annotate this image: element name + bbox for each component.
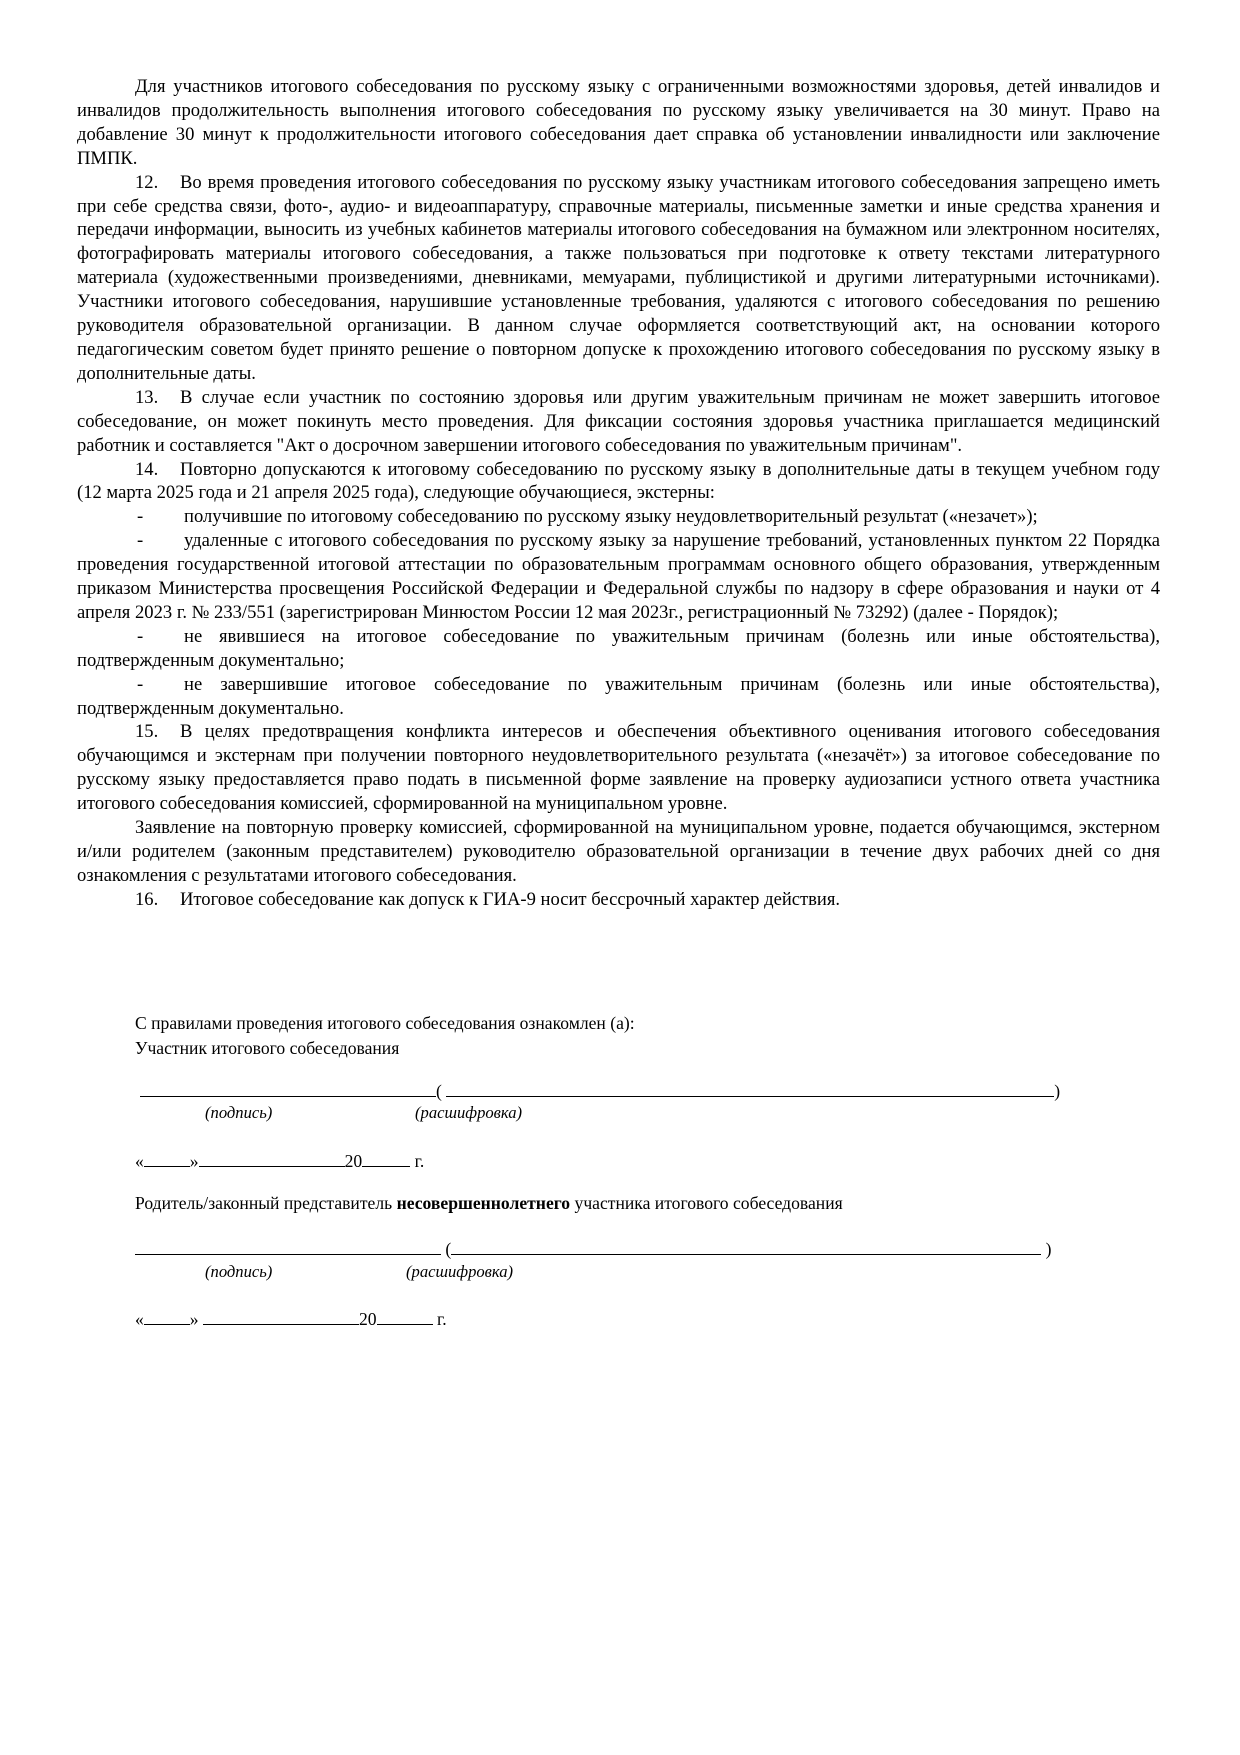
paragraph-text: Итоговое собеседование как допуск к ГИА-9 носит бессрочный характер действия. [180,888,841,910]
caption-decode: (расшифровка) [415,1103,523,1122]
list-item [77,529,1160,625]
list-item-text: получившие по итоговому собеседованию по русскому языку неудовлетворительный результат («незачет»); [184,506,1038,528]
parent-label-end: участника итогового собеседования [574,1193,843,1213]
parent-signature-line [135,1236,1052,1260]
dash-bullet: - [137,625,144,647]
month-field[interactable] [199,1148,345,1167]
participant-decode-field[interactable] [446,1078,1054,1097]
paragraph-14 [77,458,1160,506]
year-field[interactable] [377,1306,433,1325]
participant-signature-line [140,1078,1060,1102]
day-field[interactable] [144,1148,190,1167]
list-item-text: не явившиеся на итоговое собеседование по уважительным причинам (болезнь или иные обстоятельства), подтвержденным документально; [77,625,1160,671]
quote-close: » [189,1151,199,1171]
paragraph-text: Заявление на повторную проверку комиссией, сформированной на муниципальном уровне, подается обучающимся, экстерном и/или родителем (законным представителем) руководителю образовательной организации в течение двух рабочих дней со дня ознакомления с результатами итогового собеседования. [77,817,1160,886]
year-prefix: 20 [359,1309,377,1329]
paragraph-number: 14. [135,458,159,480]
list-item [77,625,1160,673]
paragraph-number: 13. [135,386,159,408]
paragraph-16 [77,888,1160,912]
paragraph-text: В целях предотвращения конфликта интересов и обеспечения объективного оценивания итогового собеседования обучающимся и экстернам при получении повторного неудовлетворительного результата («незачёт») за итоговое собеседование по русскому языку предоставляется право подать в письменной форме заявление на проверку аудиозаписи устного ответа участника итогового собеседования комиссией, сформированной на муниципальном уровне. [77,721,1160,815]
year-suffix: г. [414,1151,425,1171]
year-field[interactable] [362,1148,410,1167]
parent-decode-field[interactable] [451,1236,1041,1255]
dash-bullet: - [137,673,144,695]
list-item [77,505,1160,529]
month-field[interactable] [203,1306,359,1325]
quote-open: « [135,1151,144,1171]
close-paren: ) [1045,1239,1052,1259]
parent-label-start: Родитель/законный представитель [135,1193,393,1213]
paragraph-13 [77,386,1160,458]
parent-signature-field[interactable] [135,1236,441,1255]
paragraph-number: 12. [135,171,159,193]
paragraph-intro-text: Для участников итогового собеседования по русскому языку с ограниченными возможностями здоровья, детей инвалидов и инвалидов продолжительность выполнения итогового собеседования по русскому языку увеличивается на 30 минут. Право на добавление 30 минут к продолжительности итогового собеседования дает справка об установлении инвалидности или заключение ПМПК. [77,76,1160,169]
year-suffix: г. [437,1309,447,1329]
dash-bullet: - [137,530,144,552]
dash-bullet: - [137,506,144,528]
paragraph-intro [77,75,1160,171]
ack-statement: С правилами проведения итогового собеседования ознакомлен (а): [135,1013,635,1033]
open-paren: ( [445,1239,452,1259]
paragraph-text: Повторно допускаются к итоговому собеседованию по русскому языку в дополнительные даты в текущем учебном году (12 марта 2025 года и 21 апреля 2025 года), следующие обучающиеся, экстерны: [77,458,1160,504]
year-prefix: 20 [344,1151,363,1171]
caption-signature: (подпись) [205,1103,273,1122]
caption-signature: (подпись) [205,1262,273,1281]
quote-close: » [189,1309,199,1329]
paragraph-15-continued [77,816,1160,888]
paragraph-number: 16. [135,888,159,910]
parent-date-line [135,1306,447,1330]
paragraph-number: 15. [135,721,159,743]
parent-label-bold: несовершеннолетнего [396,1193,571,1213]
day-field[interactable] [144,1306,190,1325]
caption-decode: (расшифровка) [406,1262,514,1281]
paragraph-15 [77,720,1160,816]
paragraph-12 [77,171,1160,386]
open-paren: ( [436,1081,442,1101]
ack-participant-label: Участник итогового собеседования [135,1038,400,1058]
parent-label [135,1192,843,1214]
participant-date-line [135,1148,424,1172]
list-item-text: не завершившие итоговое собеседование по уважительным причинам (болезнь или иные обстоятельства), подтвержденным документально. [77,673,1160,719]
list-item-text: удаленные с итогового собеседования по русскому языку за нарушение требований, установленных пунктом 22 Порядка проведения государственной итоговой аттестации по образовательным программам основного общего образования, утвержденным приказом Министерства просвещения Российской Федерации и Федеральной службы по надзору в сфере образования и науки от 4 апреля 2023 г. № 233/551 (зарегистрирован Минюстом России 12 мая 2023г., регистрационный № 73292) (далее - Порядок); [77,530,1160,623]
document-body [77,75,1160,912]
close-paren: ) [1054,1081,1061,1101]
quote-open: « [135,1309,144,1329]
paragraph-text: В случае если участник по состоянию здоровья или другим уважительным причинам не может завершить итоговое собеседование, он может покинуть место проведения. Для фиксации состояния здоровья участника приглашается медицинский работник и составляется "Акт о досрочном завершении итогового собеседования по уважительным причинам". [77,386,1160,456]
list-item [77,673,1160,721]
participant-signature-field[interactable] [140,1078,436,1097]
paragraph-text: Во время проведения итогового собеседования по русскому языку участникам итогового собеседования запрещено иметь при себе средства связи, фото-, аудио- и видеоаппаратуру, справочные материалы, письменные заметки и иные средства хранения и передачи информации, выносить из учебных кабинетов материалы итогового собеседования на бумажном или электронном носителях, фотографировать материалы итогового собеседования, а также пользоваться при подготовке к ответу текстами литературного материала (художественными произведениями, дневниками, мемуарами, публицистикой и другими литературными источниками). Участники итогового собеседования, нарушившие установленные требования, удаляются с итогового собеседования по решению руководителя образовательной организации. В данном случае оформляется соответствующий акт, на основании которого педагогическим советом будет принято решение о повторном допуске к прохождению итогового собеседования по русскому языку в дополнительные даты. [77,171,1160,384]
